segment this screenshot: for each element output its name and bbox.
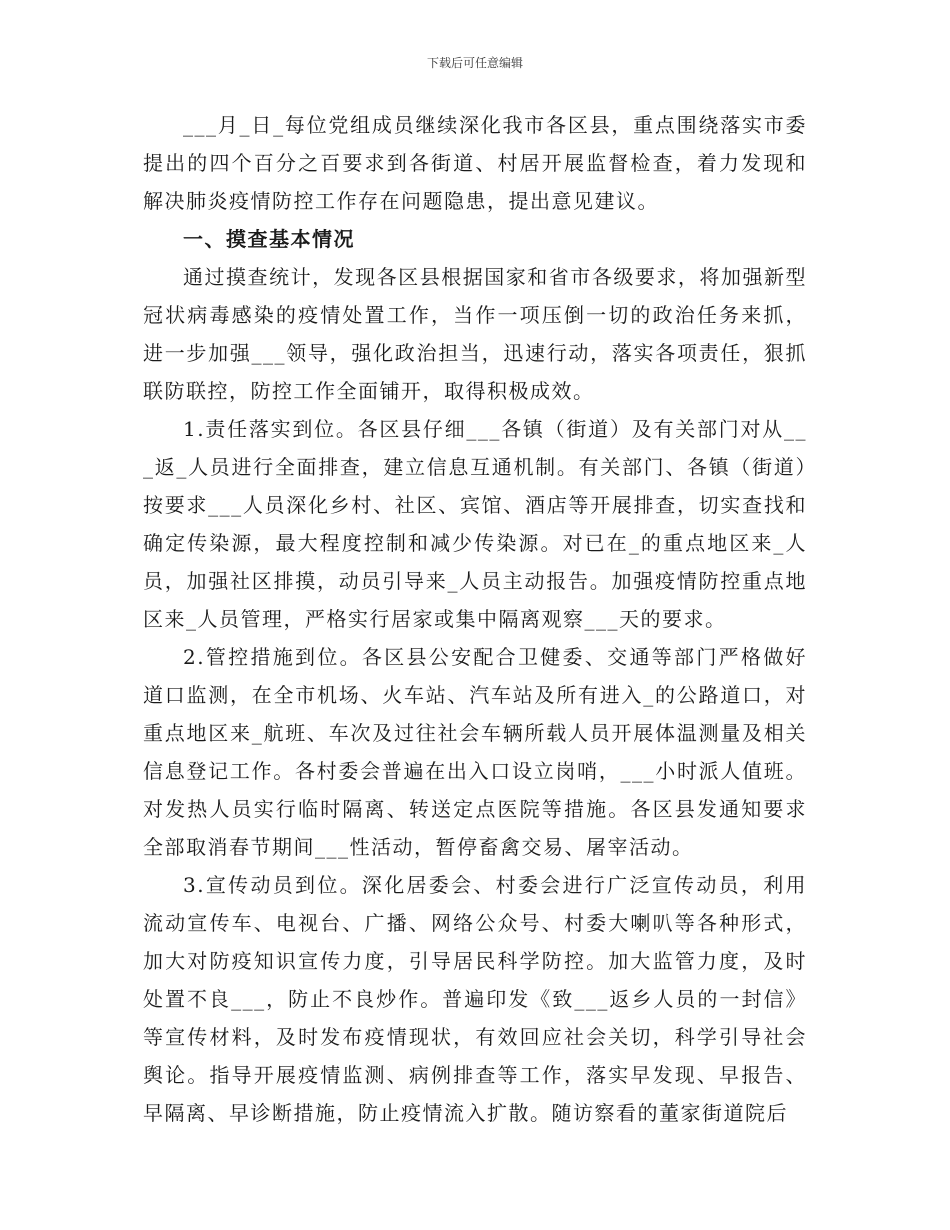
- item-3-paragraph: 3.宣传动员到位。深化居委会、村委会进行广泛宣传动员，利用流动宣传车、电视台、广播、网络公众号、村委大喇叭等各种形式，加大对防疫知识宣传力度，引导居民科学防控。加大监管力度，及时处置不良___，防止不良炒作。普遍印发《致___返乡人员的一封信》等宣传材料，及时发布疫情现状，有效回应社会关切，科学引导社会舆论。指导开展疫情监测、病例排查等工作，落实早发现、早报告、早隔离、早诊断措施，防止疫情流入扩散。随访察看的董家街道院后: [143, 873, 807, 1125]
- item-2-paragraph: 2.管控措施到位。各区县公安配合卫健委、交通等部门严格做好道口监测，在全市机场、火车站、汽车站及所有进入_的公路道口，对重点地区来_航班、车次及过往社会车辆所载人员开展体温测量及相关信息登记工作。各村委会普遍在出入口设立岗哨，___小时派人值班。对发热人员实行临时隔离、转送定点医院等措施。各区县发通知要求全部取消春节期间___性活动，暂停畜禽交易、屠宰活动。: [143, 645, 807, 859]
- section-heading: 一、摸查基本情况: [183, 227, 355, 251]
- summary-paragraph: 通过摸查统计，发现各区县根据国家和省市各级要求，将加强新型冠状病毒感染的疫情处置工作，当作一项压倒一切的政治任务来抓，进一步加强___领导，强化政治担当，迅速行动，落实各项责任，狠抓联防联控，防控工作全面铺开，取得积极成效。: [143, 265, 807, 403]
- document-body: [143, 106, 807, 1132]
- page-header-note: 下载后可任意编辑: [426, 56, 523, 70]
- intro-paragraph: ___月_日_每位党组成员继续深化我市各区县，重点围绕落实市委提出的四个百分之百要求到各街道、村居开展监督检查，着力发现和解决肺炎疫情防控工作存在问题隐患，提出意见建议。: [143, 113, 807, 213]
- item-1-paragraph: 1.责任落实到位。各区县仔细___各镇（街道）及有关部门对从___返_人员进行全面排查，建立信息互通机制。有关部门、各镇（街道）按要求___人员深化乡村、社区、宾馆、酒店等开展排查，切实查找和确定传染源，最大程度控制和减少传染源。对已在_的重点地区来_人员，加强社区排摸，动员引导来_人员主动报告。加强疫情防控重点地区来_人员管理，严格实行居家或集中隔离观察___天的要求。: [143, 417, 807, 631]
